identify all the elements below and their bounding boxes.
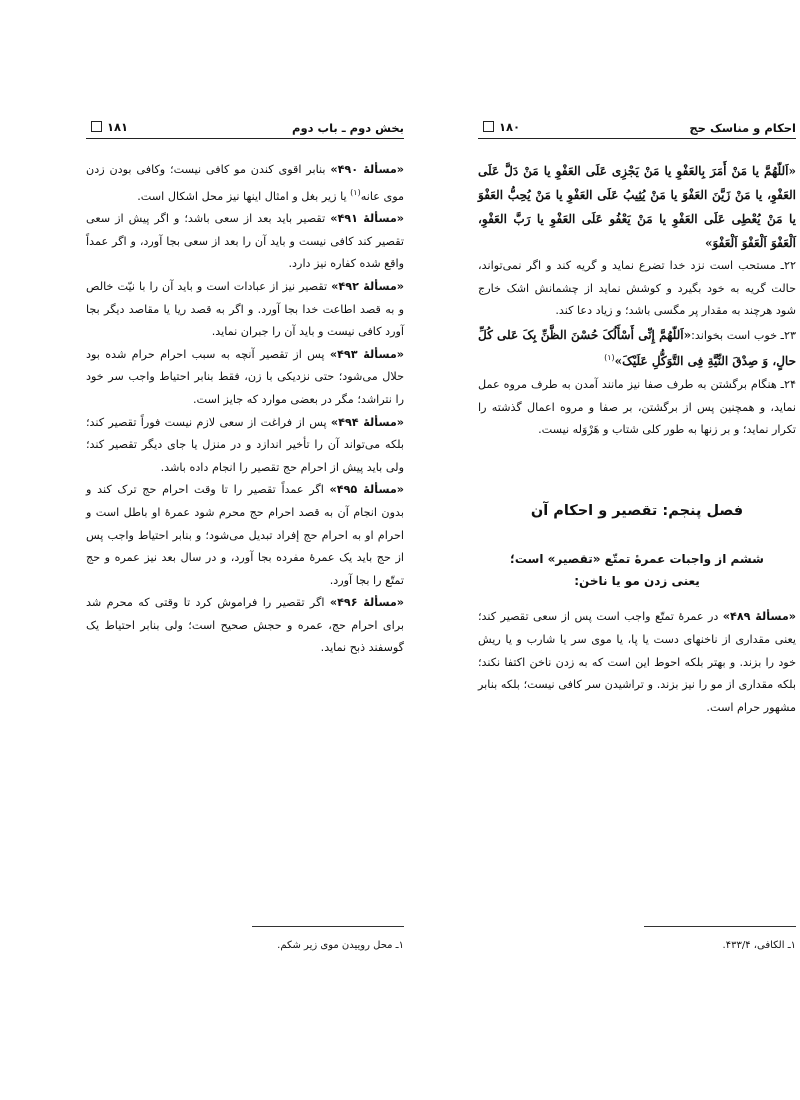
dua-paragraph: «اَللّهُمَّ یا مَنْ أَمَرَ بِالعَفْوِ یا مَنْ یَجْزِی عَلَی العَفْوِ یا مَنْ دَلَّ عَلَی العَفْوِ، یا مَنْ زَیَّنَ العَفْوَ یا مَنْ یُثِیبُ عَلَی العَفْوِ یا مَنْ یُحِبُّ العَفْوَ یا مَنْ یُعْطِی عَلَی العَفْوِ یا مَنْ یَعْفُو عَلَی العَفْوِ یا رَبَّ العَفْوِ، اَلْعَفْوَ اَلْعَفْوَ اَلْعَفْوَ» xyxy=(478,164,796,250)
issue-489: «مسألهٔ ۴۸۹» در عمرهٔ تمتّع واجب است پس از سعی تقصیر کند؛ یعنی مقداری از ناخنهای دست یا پا، یا موی سر یا شارب و یا ریش خود را بزند. و بهتر بلکه احوط این است که به زدن ناخن اکتفا نکند؛ بلکه مقداری از مو را نیز بزند. و تراشیدن سر کافی نیست؛ بلکه بنابر مشهور حرام است. xyxy=(478,610,796,714)
page-marker-icon xyxy=(91,121,102,132)
issue-493: «مسألهٔ ۴۹۳» پس از تقصیر آنچه به سبب احرام حرام شده بود حلال می‌شود؛ حتی نزدیکی با زن، فقط بنابر احتیاط واجب سر خود را نتراشد؛ مگر در بعضی موارد که جایز است. xyxy=(86,347,404,406)
issue-label: «مسألهٔ ۴۹۳» xyxy=(329,347,404,361)
item-23-dua: «اَللّهُمَّ إِنِّی أَسْأَلُکَ حُسْنَ الظَّنِّ بِکَ عَلی کُلِّ حالٍ، وَ صِدْقَ النِّیَّةِ فِی التَّوَکُّلِ عَلَیْکَ» xyxy=(478,327,796,369)
issue-label: «مسألهٔ ۴۹۵» xyxy=(329,483,404,497)
issue-label: «مسألهٔ ۴۹۲» xyxy=(331,279,404,293)
issue-label: «مسألهٔ ۴۸۹» xyxy=(722,610,796,624)
subsection-line-1: ششم از واجبات عمرهٔ تمتّع «تقصیر» است؛ xyxy=(510,552,764,567)
running-header xyxy=(86,118,404,139)
issue-490: «مسألهٔ ۴۹۰» بنابر اقوی کندن مو کافی نیست؛ وکافی بودن زدن موی عانه$^{(۱)}$ یا زیر بغل و امثال اینها نیز محل اشکال است. xyxy=(86,163,404,203)
issue-label: «مسألهٔ ۴۹۱» xyxy=(330,212,404,226)
footnote-divider xyxy=(644,926,796,927)
subsection-heading xyxy=(478,548,796,592)
footnote-divider xyxy=(252,926,404,927)
issue-494: «مسألهٔ ۴۹۴» پس از فراغت از سعی لازم نیست فوراً تقصیر کند؛ بلکه می‌تواند آن را تأخیر اندازد و در منزل یا جای دیگر تقصیر کند؛ ولی باید پیش از احرام حج تقصیر را انجام داده باشد. xyxy=(86,415,405,474)
item-24: ۲۴ـ هنگام برگشتن به طرف صفا نیز مانند آمدن به طرف مروه عمل نماید، و همچنین پس از برگشتن، بر صفا و مروه اعمال گذشته را تکرار نماید؛ و بر زنها به طور کلی شتاب و هَرْوَله نیست. xyxy=(478,377,796,437)
item-22: ۲۲ـ مستحب است نزد خدا تضرع نماید و گریه کند و اگر نمی‌تواند، حالت گریه به خود بگیرد و کوشش نماید از چشمانش اشک خارج شود هرچند به مقدار پر مگسی باشد؛ و زیاد دعا کند. xyxy=(478,259,796,318)
page-marker-icon xyxy=(483,121,494,132)
section-title: فصل پنجم: تقصیر و احکام آن xyxy=(530,502,744,519)
page-number: ۱۸۱ xyxy=(86,120,128,134)
page-body xyxy=(86,159,404,660)
item-23: ۲۳ـ خوب است بخواند:«اَللّهُمَّ إِنِّی أَسْأَلُکَ حُسْنَ الظَّنِّ بِکَ عَلی کُلِّ حالٍ، وَ صِدْقَ النِّیَّةِ فِی التَّوَکُّلِ عَلَیْکَ»$^{(۱)}$ xyxy=(478,327,796,369)
running-header-title: بخش دوم ـ باب دوم xyxy=(292,121,404,135)
issue-491: «مسألهٔ ۴۹۱» تقصیر باید بعد از سعی باشد؛ و اگر پیش از سعی تقصیر کند کافی نیست و باید آن را بعد از سعی بجا آورد، و اگر عمداً واقع شده کفاره نیز دارد. xyxy=(86,212,404,271)
footnote: ۱ـ الکافی، ۴۳۳/۴. xyxy=(722,940,796,951)
page-180 xyxy=(478,118,796,998)
page-181 xyxy=(86,118,404,998)
footnote-ref: (۱) xyxy=(604,353,615,363)
issue-492: «مسألهٔ ۴۹۲» تقصیر نیز از عبادات است و باید آن را با نیّت خالص و به قصد اطاعت خدا بجا آورد. و اگر به قصد ریا یا مقاصد دیگر بجا آورد کافی نیست و باید آن را جبران نماید. xyxy=(86,279,404,339)
issue-495: «مسألهٔ ۴۹۵» اگر عمداً تقصیر را تا وقت احرام حج ترک کند و بدون انجام آن به قصد احرام حج محرم شود عمرهٔ او باطل است و احرام او به احرام حج إفراد تبدیل می‌شود؛ و بنابر احتیاط واجب پس از حج باید یک عمرهٔ مفرده بجا آورد، و در سال بعد نیز عمره و حج تمتّع را بجا آورد. xyxy=(86,483,404,587)
footnote: ۱ـ محل روییدن موی زیر شکم. xyxy=(277,940,404,951)
page-number: ۱۸۰ xyxy=(478,120,520,134)
running-header-title: احکام و مناسک حج xyxy=(689,121,796,135)
issue-label: «مسألهٔ ۴۹۶» xyxy=(329,596,404,610)
running-header xyxy=(478,118,796,139)
issue-label: «مسألهٔ ۴۹۰» xyxy=(330,163,404,176)
issue-496: «مسألهٔ ۴۹۶» اگر تقصیر را فراموش کرد تا وقتی که محرم شد برای احرام حج، عمره و حجش صحیح است؛ ولی بنابر احتیاط یک گوسفند ذبح نماید. xyxy=(86,596,404,655)
page-body xyxy=(478,159,796,719)
issue-label: «مسألهٔ ۴۹۴» xyxy=(330,415,405,429)
footnote-ref: (۱) xyxy=(350,187,361,197)
subsection-line-2: یعنی زدن مو یا ناخن: xyxy=(574,574,700,589)
